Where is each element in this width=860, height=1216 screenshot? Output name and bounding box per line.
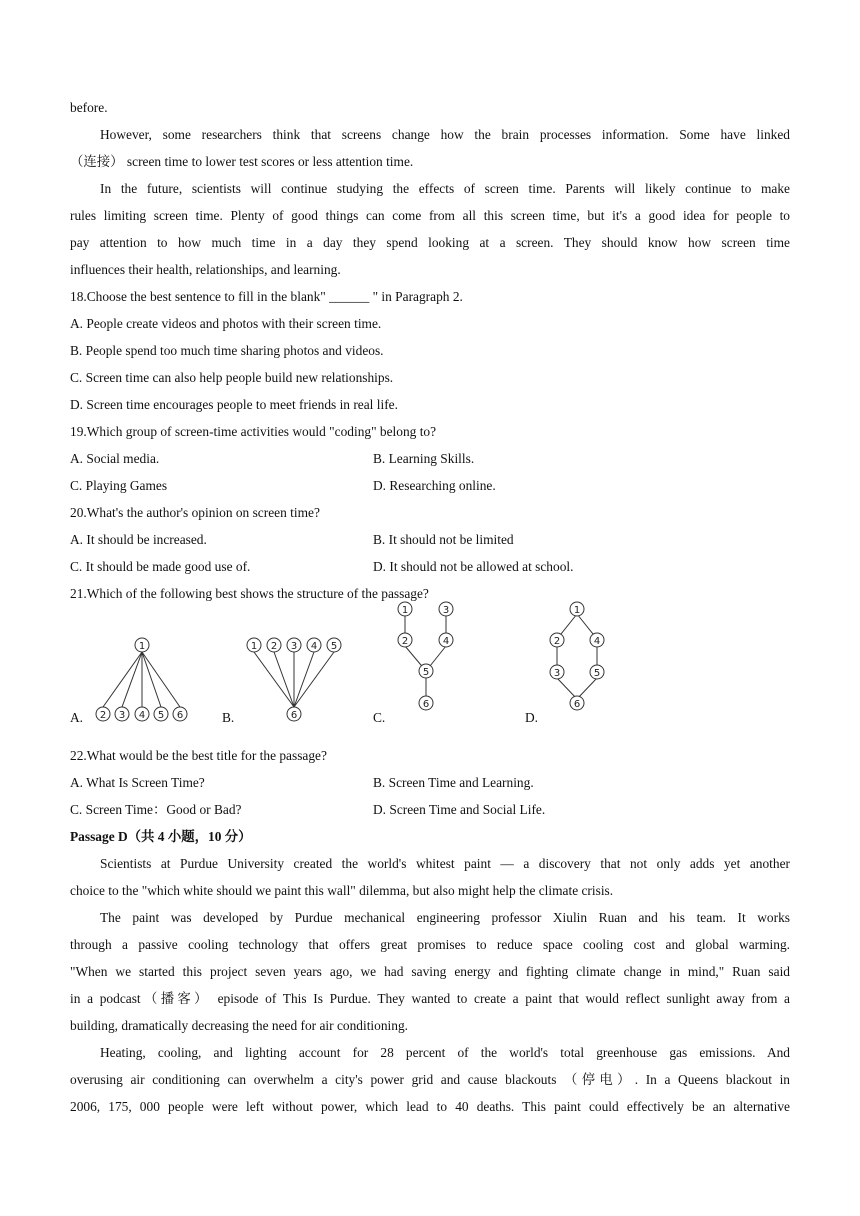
question-21-stem: 21.Which of the following best shows the structure of the passage? bbox=[70, 586, 429, 601]
text-line: building, dramatically decreasing the need for air conditioning. bbox=[70, 1018, 409, 1033]
node-label: 5 bbox=[593, 668, 601, 679]
q19-option-a: A. Social media. bbox=[70, 451, 160, 466]
node-label: 5 bbox=[330, 641, 338, 652]
diagram-d bbox=[540, 599, 620, 729]
text-line: However, some researchers think that screens change how the brain processes information. Some have linked bbox=[100, 127, 790, 142]
text-line: influences their health, relationships, and learning. bbox=[70, 262, 341, 277]
node-label: 3 bbox=[290, 641, 298, 652]
q19-options-row-2 bbox=[70, 472, 790, 499]
q22-option-c: C. Screen Time：Good or Bad? bbox=[70, 802, 242, 817]
passage-d-heading: Passage D（共 4 小题，10 分） bbox=[70, 829, 252, 844]
text-line: pay attention to how much time in a day they spend looking at a screen. They should know how screen time bbox=[70, 235, 790, 250]
node-label: 1 bbox=[573, 605, 581, 616]
text-line: Scientists at Purdue University created the world's whitest paint — a discovery that not only adds yet another bbox=[100, 856, 790, 871]
text-line: rules limiting screen time. Plenty of good things can come from all this screen time, but it's a good idea for people to bbox=[70, 208, 790, 223]
q21-option-b-label: B. bbox=[222, 710, 235, 725]
q21-option-d-label: D. bbox=[525, 710, 539, 725]
diagram-c bbox=[388, 599, 478, 729]
node-label: 2 bbox=[99, 710, 107, 721]
node-label: 1 bbox=[401, 605, 409, 616]
exam-page bbox=[70, 94, 790, 1120]
text-line: Heating, cooling, and lighting account for 28 percent of the world's total greenhouse gas emissions. And bbox=[100, 1045, 790, 1060]
node-label: 4 bbox=[138, 710, 146, 721]
text-line: before. bbox=[70, 100, 108, 115]
node-label: 3 bbox=[442, 605, 450, 616]
q19-option-b: B. Learning Skills. bbox=[373, 451, 475, 466]
text-line: overusing air conditioning can overwhelm a city's power grid and cause blackouts （停电）. In a Queens blackout in bbox=[70, 1072, 790, 1087]
node-label: 2 bbox=[553, 636, 561, 647]
text-line: In the future, scientists will continue studying the effects of screen time. Parents will likely continue to make bbox=[100, 181, 790, 196]
node-label: 4 bbox=[310, 641, 318, 652]
structure-diagrams bbox=[70, 607, 790, 742]
text-line: 2006, 175, 000 people were left without power, which lead to 40 deaths. This paint could effectively be an alternative bbox=[70, 1099, 790, 1114]
question-20-stem: 20.What's the author's opinion on screen time? bbox=[70, 505, 320, 520]
text-line: through a passive cooling technology that offers great promises to reduce space cooling cost and global warming. bbox=[70, 937, 790, 952]
node-label: 4 bbox=[593, 636, 601, 647]
question-22-stem: 22.What would be the best title for the passage? bbox=[70, 748, 327, 763]
node-label: 1 bbox=[250, 641, 258, 652]
text-line: in a podcast（播客） episode of This Is Purdue. They wanted to create a paint that would reflect sunlight away from a bbox=[70, 991, 790, 1006]
q18-option-d: D. Screen time encourages people to meet friends in real life. bbox=[70, 397, 398, 412]
q22-option-d: D. Screen Time and Social Life. bbox=[373, 802, 546, 817]
text-line: "When we started this project seven years ago, we had saving energy and fighting climate change in mind," Ruan said bbox=[70, 964, 790, 979]
text-line: choice to the "which white should we paint this wall" dilemma, but also might help the climate crisis. bbox=[70, 883, 614, 898]
q18-option-c: C. Screen time can also help people build new relationships. bbox=[70, 370, 394, 385]
diagram-a bbox=[84, 627, 194, 727]
text-line: The paint was developed by Purdue mechanical engineering professor Xiulin Ruan and his team. It works bbox=[100, 910, 790, 925]
node-label: 6 bbox=[573, 699, 581, 710]
q20-options-row-2 bbox=[70, 553, 790, 580]
q20-options-row-1 bbox=[70, 526, 790, 553]
q18-option-a: A. People create videos and photos with their screen time. bbox=[70, 316, 382, 331]
node-label: 3 bbox=[118, 710, 126, 721]
q22-options-row-2 bbox=[70, 796, 790, 823]
node-label: 6 bbox=[290, 710, 298, 721]
q21-option-c-label: C. bbox=[373, 710, 386, 725]
q19-option-d: D. Researching online. bbox=[373, 478, 496, 493]
q22-options-row-1 bbox=[70, 769, 790, 796]
node-label: 6 bbox=[176, 710, 184, 721]
question-18-stem: 18.Choose the best sentence to fill in the blank" ______ " in Paragraph 2. bbox=[70, 289, 463, 304]
node-label: 4 bbox=[442, 636, 450, 647]
q22-option-b: B. Screen Time and Learning. bbox=[373, 775, 534, 790]
q20-option-b: B. It should not be limited bbox=[373, 532, 514, 547]
node-label: 2 bbox=[270, 641, 278, 652]
q18-option-b: B. People spend too much time sharing photos and videos. bbox=[70, 343, 384, 358]
node-label: 5 bbox=[422, 667, 430, 678]
q21-option-a-label: A. bbox=[70, 710, 84, 725]
node-label: 6 bbox=[422, 699, 430, 710]
q22-option-a: A. What Is Screen Time? bbox=[70, 775, 205, 790]
q20-option-a: A. It should be increased. bbox=[70, 532, 207, 547]
node-label: 5 bbox=[157, 710, 165, 721]
q20-option-d: D. It should not be allowed at school. bbox=[373, 559, 574, 574]
diagram-b bbox=[240, 627, 350, 727]
q19-option-c: C. Playing Games bbox=[70, 478, 168, 493]
node-label: 3 bbox=[553, 668, 561, 679]
text-line: （连接） screen time to lower test scores or less attention time. bbox=[70, 154, 414, 169]
node-label: 1 bbox=[138, 641, 146, 652]
node-label: 2 bbox=[401, 636, 409, 647]
q20-option-c: C. It should be made good use of. bbox=[70, 559, 251, 574]
question-19-stem: 19.Which group of screen-time activities would "coding" belong to? bbox=[70, 424, 437, 439]
q19-options-row-1 bbox=[70, 445, 790, 472]
